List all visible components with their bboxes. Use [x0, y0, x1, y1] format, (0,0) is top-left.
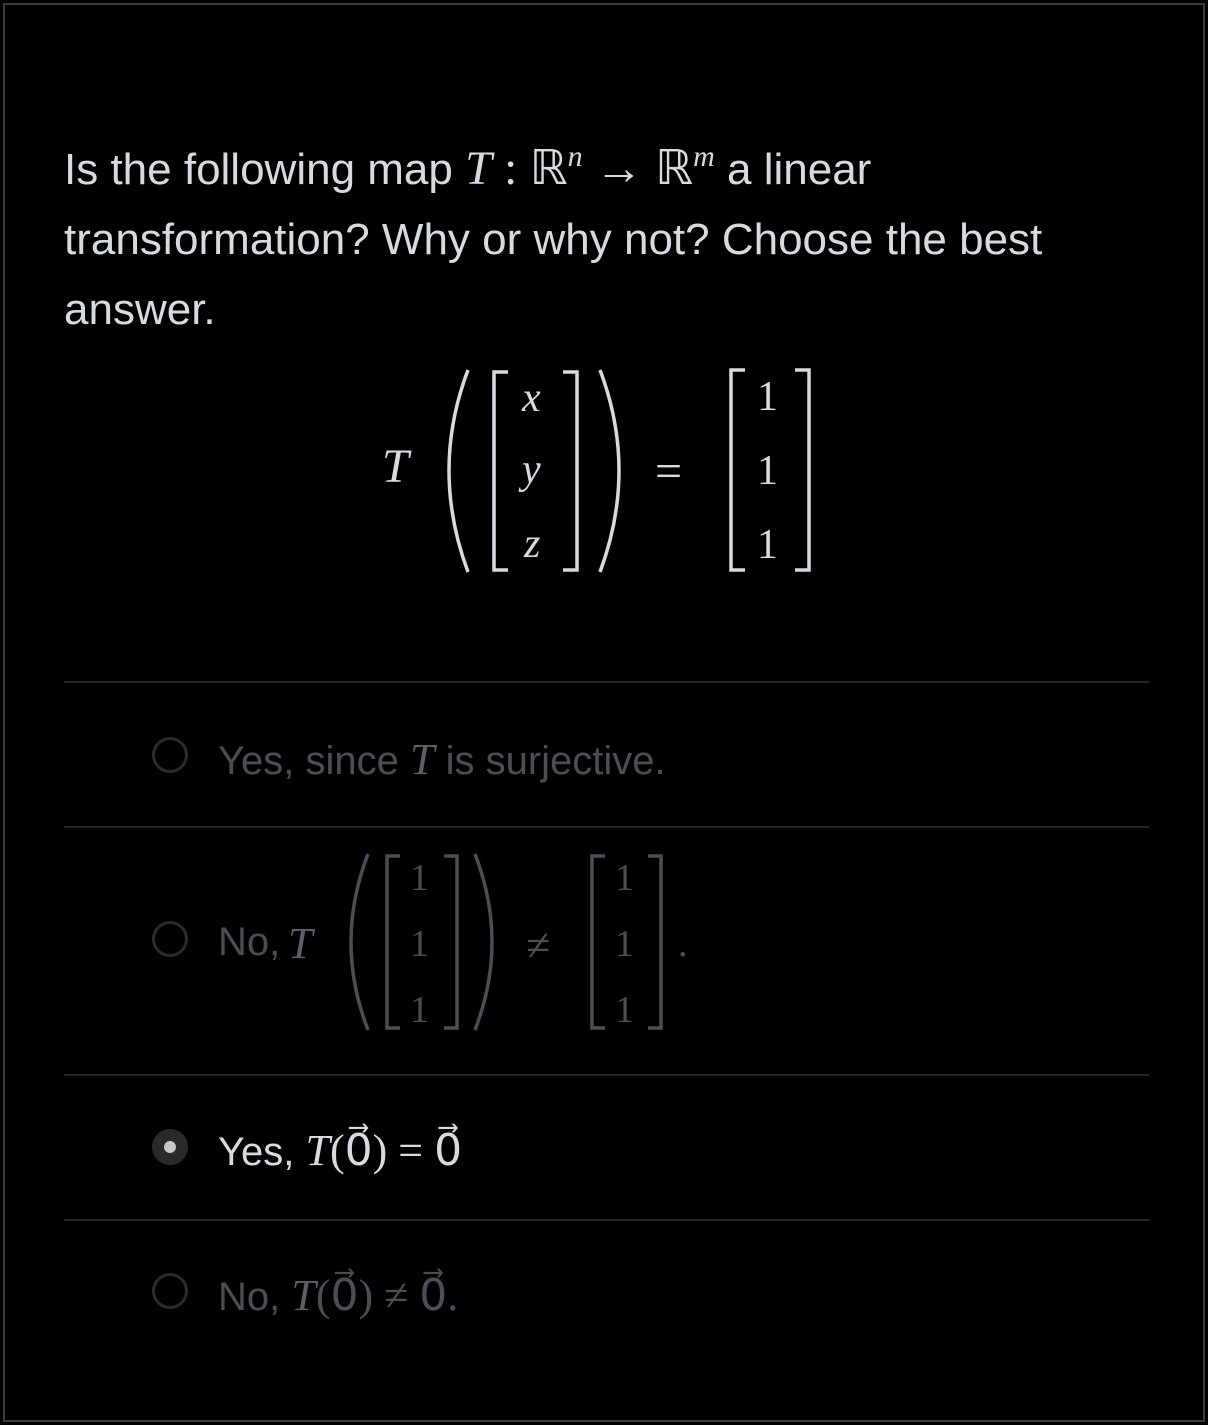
input-entry-x: x	[522, 375, 541, 421]
option-2-relation: ≠	[526, 921, 551, 970]
option-4-label[interactable]: No, T(0⃗) ≠ 0⃗.	[218, 1271, 459, 1320]
domain-exponent: n	[567, 140, 583, 173]
input-right-bracket	[563, 372, 577, 570]
arrow-symbol: →	[594, 142, 643, 195]
option-4-T: T	[291, 1271, 316, 1320]
option-2-equation[interactable]	[0, 830, 1208, 1090]
map-symbol: T	[465, 142, 492, 195]
left-paren	[449, 370, 468, 572]
question-text-before: Is the following map	[64, 145, 466, 194]
right-paren	[600, 370, 619, 572]
option-2-output-3: 1	[615, 989, 634, 1031]
output-right-bracket	[795, 370, 809, 570]
option-2-T: T	[288, 919, 313, 968]
output-entry-2: 1	[757, 448, 778, 494]
divider	[64, 1074, 1149, 1076]
option-2-input-right-bracket	[444, 856, 457, 1028]
option-1-label[interactable]: Yes, since T is surjective.	[218, 735, 666, 784]
option-3-label[interactable]: Yes, T(0⃗) = 0⃗	[218, 1126, 463, 1175]
divider	[64, 1219, 1149, 1221]
option-2-input-left-bracket	[387, 856, 400, 1028]
option-2-input-2: 1	[410, 923, 429, 965]
option-2-right-paren	[475, 854, 492, 1030]
divider	[64, 826, 1149, 828]
option-4-radio[interactable]	[152, 1273, 188, 1309]
option-3-radio[interactable]	[152, 1129, 188, 1165]
divider	[64, 681, 1149, 683]
output-left-bracket	[731, 370, 745, 570]
option-3-expr: (0⃗) = 0⃗	[329, 1126, 463, 1175]
option-1-radio[interactable]	[152, 737, 188, 773]
definition-T: T	[382, 440, 409, 493]
output-entry-3: 1	[757, 522, 778, 568]
domain-symbol: ℝ	[529, 142, 568, 195]
input-entry-y: y	[522, 447, 541, 493]
definition-equation	[0, 0, 1208, 640]
option-4-expr: (0⃗) ≠ 0⃗	[315, 1271, 448, 1320]
colon-symbol: :	[504, 142, 518, 195]
input-entry-z: z	[524, 521, 541, 567]
codomain-exponent: m	[693, 140, 715, 173]
equals-sign: =	[655, 445, 683, 498]
option-2-output-left-bracket	[592, 856, 605, 1028]
option-2-suffix: .	[678, 923, 688, 965]
codomain-symbol: ℝ	[655, 142, 694, 195]
option-2-input-3: 1	[410, 989, 429, 1031]
option-2-output-right-bracket	[648, 856, 661, 1028]
option-3-T: T	[305, 1126, 330, 1175]
option-2-label[interactable]: No,	[218, 920, 281, 964]
question-text-after: a linear transformation? Why or why not? Choose the best answer.	[64, 145, 1043, 334]
option-2-left-paren	[351, 854, 368, 1030]
input-left-bracket	[494, 372, 508, 570]
option-2-input-1: 1	[410, 857, 429, 899]
option-2-output-2: 1	[615, 923, 634, 965]
option-1-T: T	[409, 735, 435, 784]
output-entry-1: 1	[757, 374, 778, 420]
option-2-output-1: 1	[615, 857, 634, 899]
radio-selected-dot	[164, 1141, 176, 1153]
